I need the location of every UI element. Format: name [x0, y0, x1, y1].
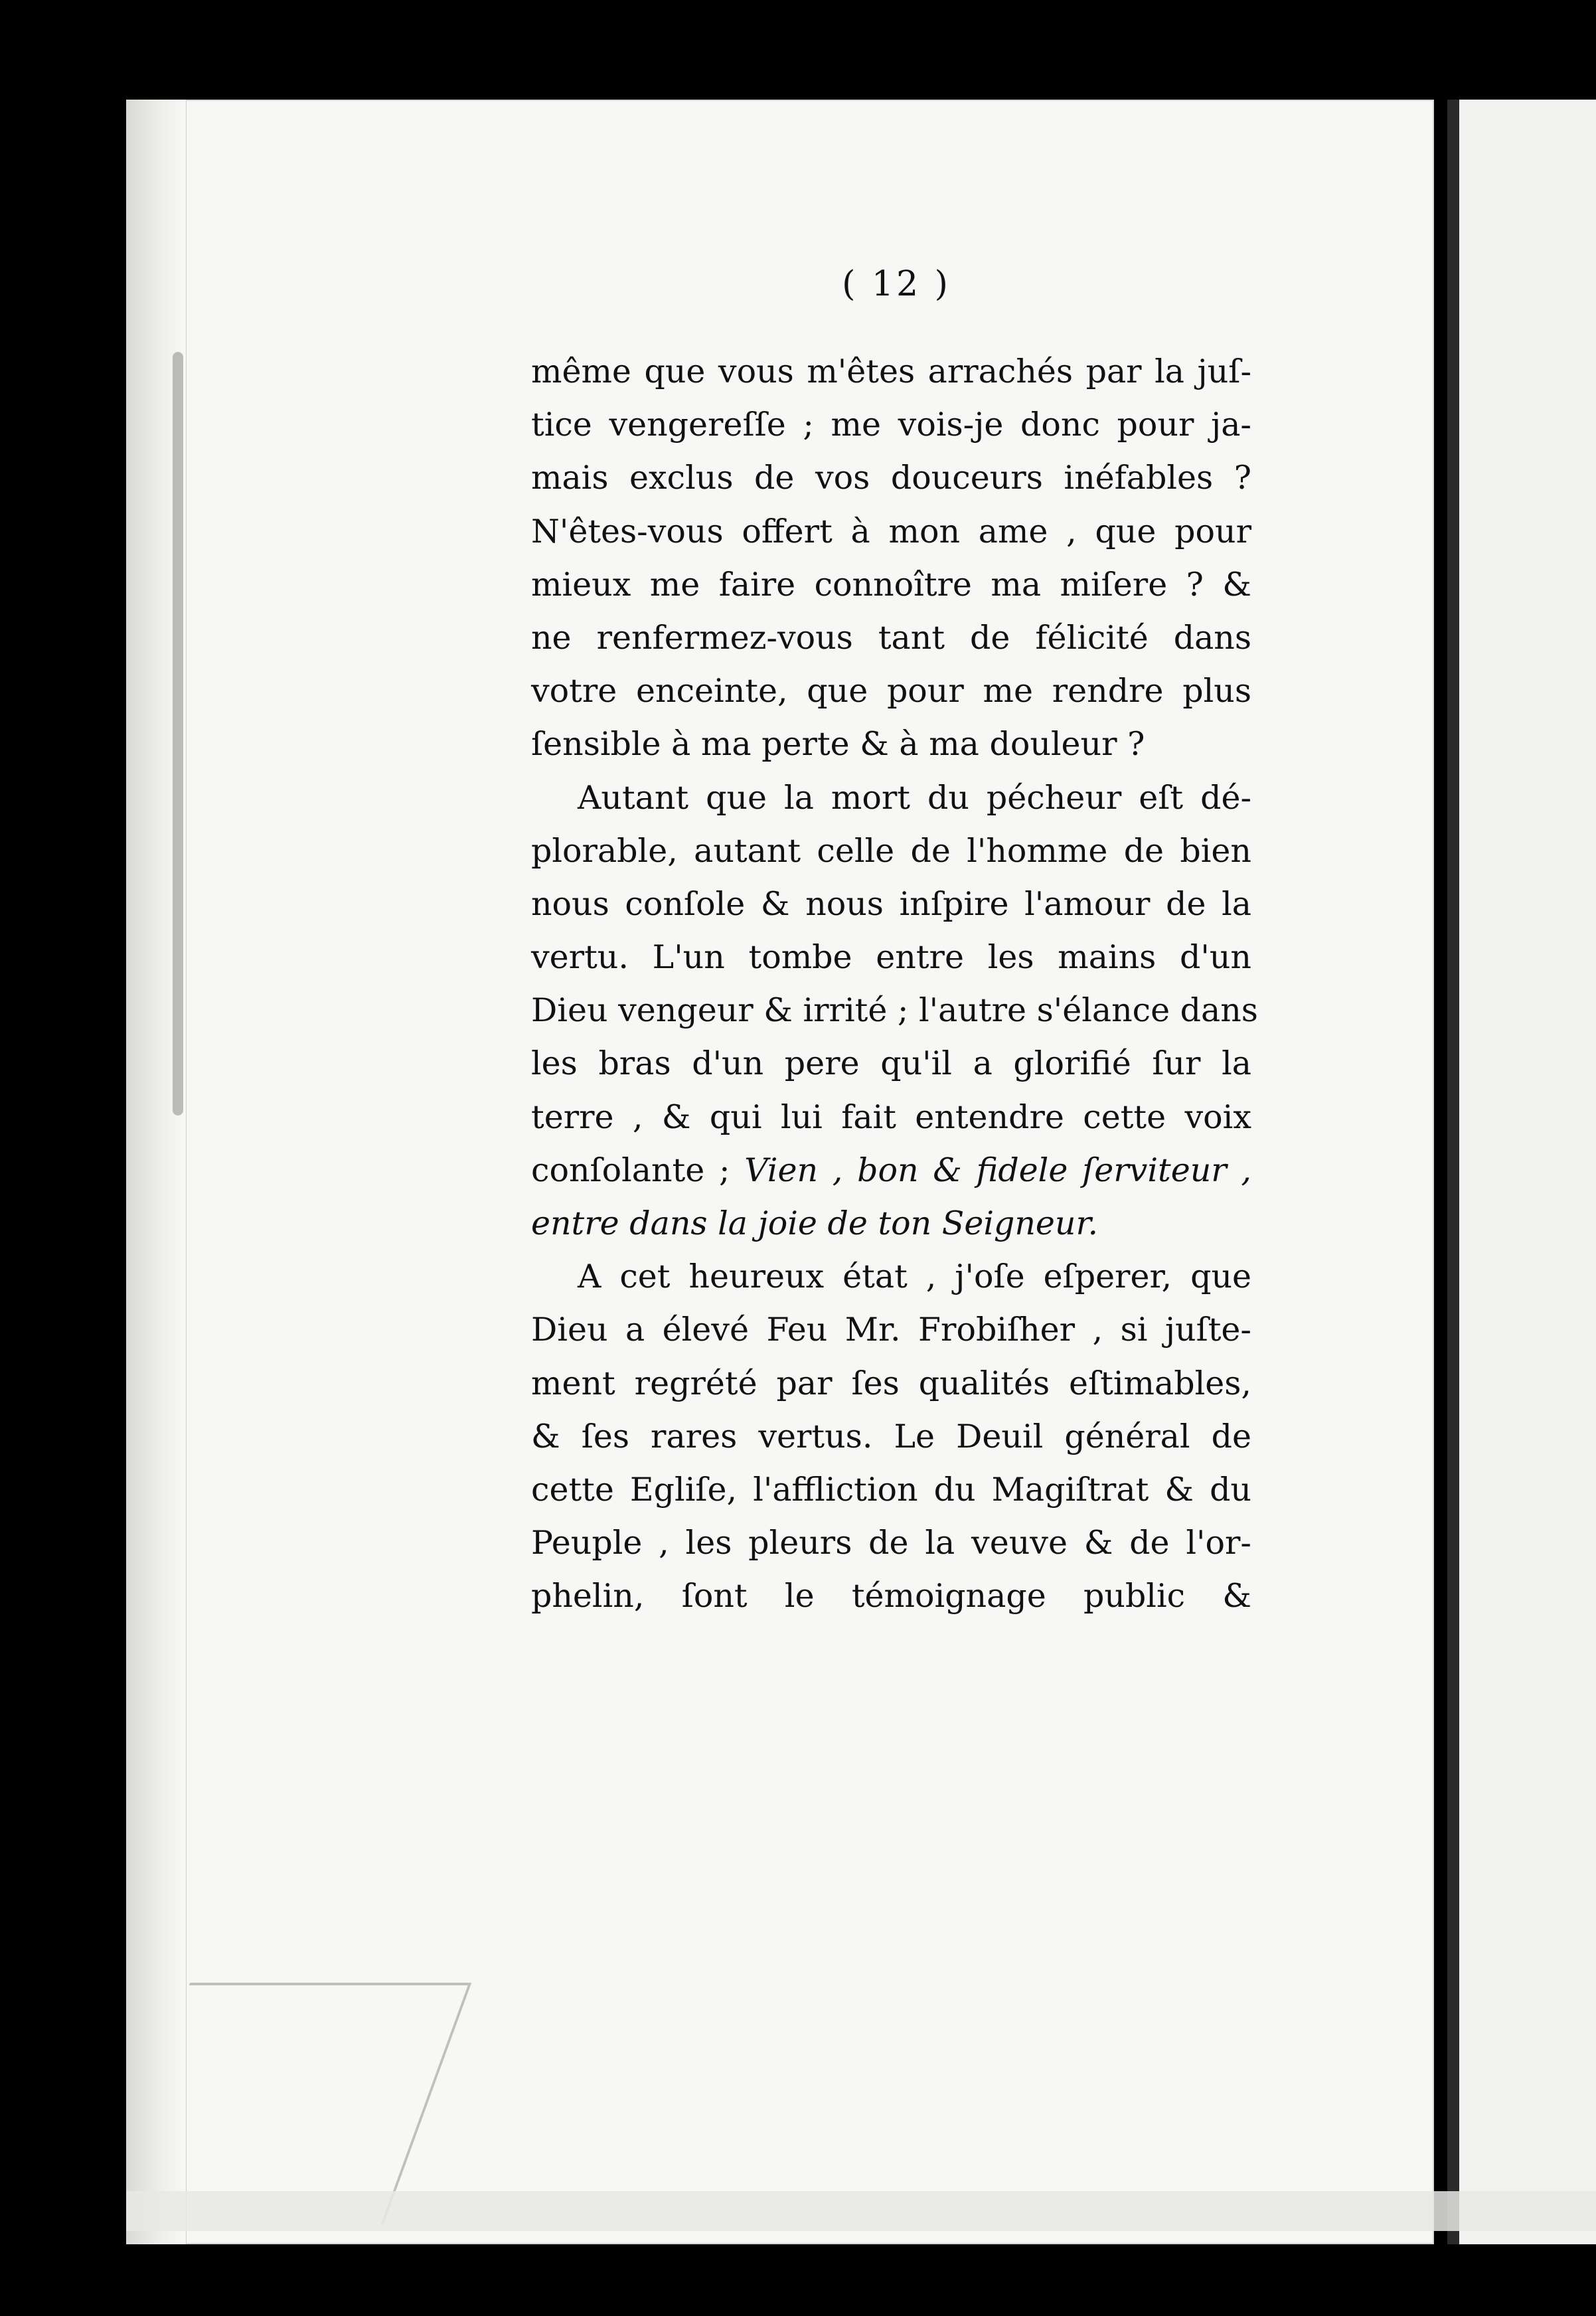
text-line: ſensible à ma perte & à ma douleur ?	[531, 725, 1145, 764]
binding-thread	[173, 352, 183, 1116]
text-line: phelin, ſont le témoignage public &	[531, 1577, 1251, 1615]
text-italic-quote: Vien , bon & fidele ſerviteur ,	[744, 1151, 1251, 1189]
text-line: mais exclus de vos douceurs inéfables ?	[531, 459, 1251, 497]
page-bottom-edge	[126, 2191, 1596, 2231]
text-line: Dieu a élevé Feu Mr. Frobiſher , si juſte-	[531, 1311, 1251, 1349]
text-line: Peuple , les pleurs de la veuve & de l'or-	[531, 1524, 1251, 1562]
text-line: Dieu vengeur & irrité ; l'autre s'élance dans	[531, 991, 1258, 1030]
text-line: ment regrété par ſes qualités eſtimables,	[531, 1364, 1251, 1402]
text-line: vertu. L'un tombe entre les mains d'un	[531, 938, 1251, 977]
text-line-mixed	[531, 1144, 1251, 1197]
facing-page-edge	[1447, 100, 1596, 2244]
text-line: A cet heureux état , j'oſe eſperer, que	[578, 1258, 1251, 1296]
text-line-italic: entre dans la joie de ton Seigneur.	[531, 1204, 1099, 1242]
body-text	[531, 345, 1258, 1623]
text-line: même que vous m'êtes arrachés par la juſ-	[531, 353, 1251, 390]
text-line: mieux me faire connoître ma miſere ? &	[531, 565, 1251, 604]
text-line: plorable, autant celle de l'homme de bien	[531, 831, 1251, 870]
page-number: ( 12 )	[842, 264, 951, 304]
text-line: votre enceinte, que pour me rendre plus	[531, 672, 1251, 710]
text-roman: conſolante ;	[531, 1151, 730, 1189]
text-line: cette Egliſe, l'affliction du Magiſtrat & du	[531, 1470, 1251, 1509]
text-line: nous conſole & nous inſpire l'amour de la	[531, 884, 1251, 923]
text-line: les bras d'un pere qu'il a glorifié ſur la	[531, 1044, 1251, 1083]
text-line: ne renfermez-vous tant de félicité dans	[531, 618, 1251, 657]
text-line: terre , & qui lui fait entendre cette voix	[531, 1098, 1251, 1136]
text-line: tice vengereſſe ; me vois-je donc pour ja-	[531, 406, 1251, 444]
text-line: & ſes rares vertus. Le Deuil général de	[531, 1417, 1251, 1455]
text-line: Autant que la mort du pécheur eſt dé-	[578, 778, 1251, 817]
text-line: N'êtes-vous offert à mon ame , que pour	[531, 512, 1251, 550]
